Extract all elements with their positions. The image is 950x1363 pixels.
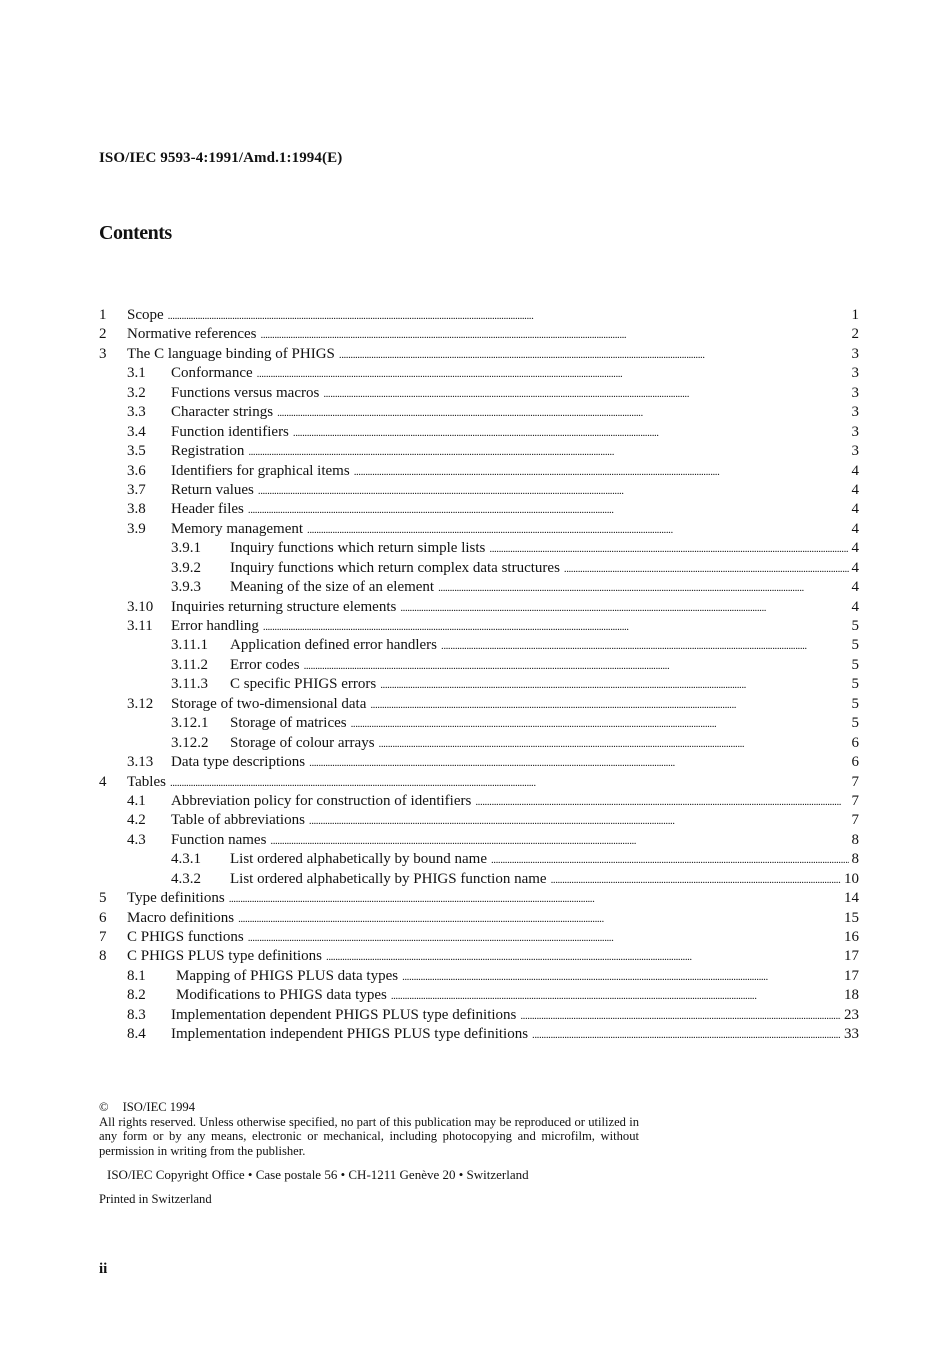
toc-entry-title: The C language binding of PHIGS: [127, 345, 335, 362]
toc-entry-number: 4: [99, 773, 107, 790]
toc-entry-page: 4: [851, 462, 859, 479]
toc-entry-number: 4.3.1: [171, 851, 201, 868]
page-number: ii: [99, 1261, 108, 1277]
toc-entry-page: 33: [844, 1026, 859, 1043]
toc-entry[interactable]: [99, 773, 859, 792]
toc-entry[interactable]: [99, 636, 859, 655]
toc-dot-leader: [551, 871, 841, 890]
toc-entry[interactable]: [99, 967, 859, 986]
toc-entry-title: Mapping of PHIGS PLUS data types: [176, 967, 399, 984]
toc-entry-number: 3.9.2: [171, 559, 201, 576]
toc-dot-leader: [351, 715, 849, 734]
toc-dot-leader: [248, 443, 848, 462]
toc-dot-leader: [532, 1026, 841, 1045]
toc-entry[interactable]: [99, 928, 859, 947]
toc-dot-leader: [326, 948, 841, 967]
toc-entry[interactable]: [99, 617, 859, 636]
toc-entry-title: Type definitions: [127, 890, 225, 907]
toc-entry-title: Abbreviation policy for construction of identifiers: [171, 792, 472, 809]
toc-entry-number: 4.3: [127, 831, 146, 848]
toc-entry-title: Functions versus macros: [171, 384, 320, 401]
toc-entry[interactable]: [99, 578, 859, 597]
toc-entry-title: Implementation independent PHIGS PLUS type definitions: [171, 1026, 529, 1043]
toc-dot-leader: [438, 579, 848, 598]
toc-dot-leader: [168, 307, 849, 326]
toc-entry-page: 3: [851, 423, 859, 440]
toc-entry-page: 23: [844, 1006, 859, 1023]
toc-entry-title: Table of abbreviations: [171, 812, 305, 829]
toc-dot-leader: [441, 637, 848, 656]
toc-dot-leader: [402, 968, 841, 987]
toc-entry-page: 4: [851, 520, 859, 537]
toc-entry[interactable]: [99, 442, 859, 461]
toc-entry-page: 4: [851, 540, 859, 557]
toc-entry-page: 5: [851, 676, 859, 693]
copyright-office: ISO/IEC Copyright Office • Case postale 56 • CH-1211 Genève 20 • Switzerland: [107, 1167, 529, 1182]
rights-statement: All rights reserved. Unless otherwise specified, no part of this publication may be reproduced or utilized in any form or by any means, electronic or mechanical, including photocopying and microfilm, without permission in writing from the publisher.: [99, 1114, 639, 1158]
toc-entry-number: 8.3: [127, 1006, 146, 1023]
copyright-notice: [99, 1100, 639, 1206]
toc-entry-page: 1: [851, 307, 859, 323]
toc-entry-page: 4: [851, 481, 859, 498]
toc-entry-title: Storage of two-dimensional data: [171, 695, 367, 712]
toc-entry-number: 3.8: [127, 501, 146, 518]
toc-entry-page: 6: [851, 734, 859, 751]
toc-dot-leader: [307, 521, 848, 540]
toc-entry-page: 3: [851, 365, 859, 382]
toc-entry[interactable]: [99, 695, 859, 714]
toc-entry-number: 6: [99, 909, 107, 926]
toc-entry-number: 3.12: [127, 695, 154, 712]
toc-entry-number: 3.4: [127, 423, 146, 440]
toc-entry-number: 3.3: [127, 404, 146, 421]
toc-entry-page: 10: [844, 870, 859, 887]
toc-entry-page: 3: [851, 404, 859, 421]
toc-dot-leader: [391, 987, 841, 1006]
toc-entry[interactable]: [99, 811, 859, 830]
toc-entry-title: Registration: [171, 443, 245, 460]
toc-dot-leader: [564, 560, 849, 579]
toc-entry-number: 3: [99, 345, 107, 362]
toc-entry-page: 17: [844, 967, 859, 984]
toc-dot-leader: [380, 676, 848, 695]
toc-dot-leader: [323, 385, 848, 404]
toc-entry[interactable]: [99, 345, 859, 364]
toc-entry-title: Function identifiers: [171, 423, 289, 440]
toc-entry-title: Macro definitions: [127, 909, 235, 926]
toc-dot-leader: [400, 599, 848, 618]
toc-dot-leader: [257, 365, 849, 384]
toc-dot-leader: [379, 735, 849, 754]
toc-entry-number: 8.4: [127, 1026, 146, 1043]
toc-entry-title: Character strings: [171, 404, 274, 421]
toc-entry[interactable]: [99, 714, 859, 733]
toc-dot-leader: [489, 540, 848, 559]
toc-entry[interactable]: [99, 656, 859, 675]
toc-entry-page: 8: [851, 831, 859, 848]
toc-entry-number: 8.2: [127, 987, 146, 1004]
toc-entry-number: 3.11: [127, 618, 153, 634]
toc-entry-page: 2: [851, 326, 859, 343]
toc-dot-leader: [170, 774, 849, 793]
toc-entry-number: 3.1: [127, 365, 146, 382]
toc-entry[interactable]: [99, 403, 859, 422]
toc-entry-number: 8: [99, 948, 107, 965]
toc-entry-title: Error codes: [230, 656, 300, 673]
toc-entry-title: C specific PHIGS errors: [230, 676, 377, 693]
toc-dot-leader: [263, 618, 849, 637]
toc-entry-number: 3.9: [127, 520, 146, 537]
toc-entry-number: 3.9.3: [171, 579, 201, 596]
toc-entry[interactable]: [99, 520, 859, 539]
toc-dot-leader: [354, 463, 849, 482]
toc-entry-page: 5: [851, 715, 859, 732]
toc-entry-number: 3.12.1: [171, 715, 209, 732]
toc-entry-number: 3.11.1: [171, 637, 208, 654]
toc-dot-leader: [248, 501, 849, 520]
toc-entry-page: 18: [844, 987, 859, 1004]
toc-dot-leader: [339, 346, 849, 365]
toc-entry-title: Error handling: [171, 618, 259, 634]
toc-entry-page: 7: [851, 792, 859, 809]
toc-entry[interactable]: [99, 481, 859, 500]
toc-entry-title: Data type descriptions: [171, 754, 306, 771]
page-title: Contents: [99, 222, 172, 244]
toc-entry[interactable]: [99, 1006, 859, 1025]
toc-entry-number: 3.13: [127, 754, 154, 771]
toc-entry[interactable]: [99, 539, 859, 558]
toc-entry[interactable]: [99, 384, 859, 403]
toc-entry-page: 5: [851, 618, 859, 634]
toc-entry-page: 5: [851, 637, 859, 654]
toc-entry-number: 3.11.2: [171, 656, 208, 673]
toc-entry[interactable]: [99, 850, 859, 869]
toc-entry[interactable]: [99, 831, 859, 850]
toc-dot-leader: [248, 929, 841, 948]
toc-dot-leader: [261, 326, 849, 345]
toc-entry-title: Function names: [171, 831, 267, 848]
toc-dot-leader: [309, 812, 849, 831]
toc-dot-leader: [270, 832, 848, 851]
table-of-contents: [99, 306, 859, 1045]
toc-entry[interactable]: [99, 870, 859, 889]
toc-entry-title: Conformance: [171, 365, 253, 382]
toc-entry-number: 4.3.2: [171, 870, 201, 887]
toc-entry-number: 3.6: [127, 462, 146, 479]
toc-entry-number: 3.10: [127, 598, 154, 615]
toc-entry-number: 4.2: [127, 812, 146, 829]
toc-entry-page: 14: [844, 890, 859, 907]
toc-entry[interactable]: [99, 423, 859, 442]
toc-dot-leader: [491, 851, 849, 870]
toc-entry[interactable]: [99, 500, 859, 519]
toc-entry-title: Storage of matrices: [230, 715, 347, 732]
toc-entry-page: 3: [851, 345, 859, 362]
toc-entry-title: Identifiers for graphical items: [171, 462, 350, 479]
toc-entry-title: List ordered alphabetically by bound name: [230, 851, 487, 868]
toc-entry[interactable]: [99, 325, 859, 344]
toc-entry-page: 8: [851, 851, 859, 868]
toc-entry-number: 3.5: [127, 443, 146, 460]
toc-entry-number: 3.11.3: [171, 676, 208, 693]
toc-entry-title: Implementation dependent PHIGS PLUS type definitions: [171, 1006, 517, 1023]
toc-entry-page: 17: [844, 948, 859, 965]
toc-entry-title: Normative references: [127, 326, 257, 343]
toc-entry-page: 15: [844, 909, 859, 926]
toc-entry-title: Inquiry functions which return simple lists: [230, 540, 486, 557]
toc-entry[interactable]: [99, 909, 859, 928]
toc-entry-page: 16: [844, 929, 859, 945]
toc-entry[interactable]: [99, 947, 859, 966]
toc-entry-number: 3.7: [127, 481, 146, 498]
toc-entry-page: 5: [851, 695, 859, 712]
toc-entry-number: 3.9.1: [171, 540, 201, 557]
document-identifier: ISO/IEC 9593-4:1991/Amd.1:1994(E): [99, 150, 343, 166]
toc-entry[interactable]: [99, 1025, 859, 1044]
toc-entry-title: Modifications to PHIGS data types: [176, 987, 387, 1004]
toc-entry[interactable]: [99, 734, 859, 753]
toc-entry-title: Inquiries returning structure elements: [171, 598, 397, 615]
toc-dot-leader: [238, 910, 841, 929]
toc-dot-leader: [309, 754, 848, 773]
toc-entry[interactable]: [99, 792, 859, 811]
toc-entry[interactable]: [99, 753, 859, 772]
toc-entry-number: 7: [99, 929, 107, 945]
toc-entry[interactable]: [99, 986, 859, 1005]
toc-dot-leader: [229, 890, 841, 909]
toc-entry-title: Tables: [127, 773, 166, 790]
copyright-symbol: ©: [99, 1100, 109, 1114]
toc-dot-leader: [304, 657, 849, 676]
toc-dot-leader: [475, 793, 848, 812]
toc-entry-page: 3: [851, 384, 859, 401]
toc-entry-title: Memory management: [171, 520, 304, 537]
toc-entry-number: 4.1: [127, 792, 146, 809]
toc-entry-number: 2: [99, 326, 107, 343]
toc-entry-title: Inquiry functions which return complex data structures: [230, 559, 560, 576]
toc-entry-number: 3.12.2: [171, 734, 209, 751]
toc-entry-page: 4: [851, 579, 859, 596]
toc-entry-page: 4: [851, 559, 859, 576]
toc-entry[interactable]: [99, 675, 859, 694]
toc-entry-title: Meaning of the size of an element: [230, 579, 435, 596]
toc-dot-leader: [277, 404, 848, 423]
toc-entry-page: 7: [851, 812, 859, 829]
toc-entry-title: List ordered alphabetically by PHIGS function name: [230, 870, 547, 887]
toc-entry-page: 5: [851, 656, 859, 673]
toc-entry-number: 1: [99, 307, 107, 323]
toc-entry-title: Storage of colour arrays: [230, 734, 375, 751]
toc-entry-title: C PHIGS PLUS type definitions: [127, 948, 323, 965]
toc-entry-page: 4: [851, 501, 859, 518]
toc-entry[interactable]: [99, 462, 859, 481]
toc-entry[interactable]: [99, 889, 859, 908]
toc-entry-page: 6: [851, 754, 859, 771]
toc-entry-number: 8.1: [127, 967, 146, 984]
toc-entry[interactable]: [99, 364, 859, 383]
toc-dot-leader: [370, 696, 848, 715]
toc-entry-title: Return values: [171, 481, 254, 498]
toc-entry-page: 3: [851, 443, 859, 460]
toc-entry-page: 4: [851, 598, 859, 615]
toc-entry-title: C PHIGS functions: [127, 929, 244, 945]
toc-entry-page: 7: [851, 773, 859, 790]
toc-entry[interactable]: [99, 306, 859, 325]
toc-dot-leader: [520, 1007, 841, 1026]
toc-entry-number: 5: [99, 890, 107, 907]
toc-entry[interactable]: [99, 598, 859, 617]
toc-dot-leader: [258, 482, 849, 501]
printed-location: Printed in Switzerland: [99, 1191, 212, 1206]
toc-entry-title: Header files: [171, 501, 244, 518]
copyright-holder: ISO/IEC 1994: [122, 1100, 195, 1114]
toc-entry[interactable]: [99, 559, 859, 578]
toc-entry-number: 3.2: [127, 384, 146, 401]
toc-entry-title: Scope: [127, 307, 164, 323]
toc-entry-title: Application defined error handlers: [230, 637, 438, 654]
toc-dot-leader: [293, 424, 849, 443]
